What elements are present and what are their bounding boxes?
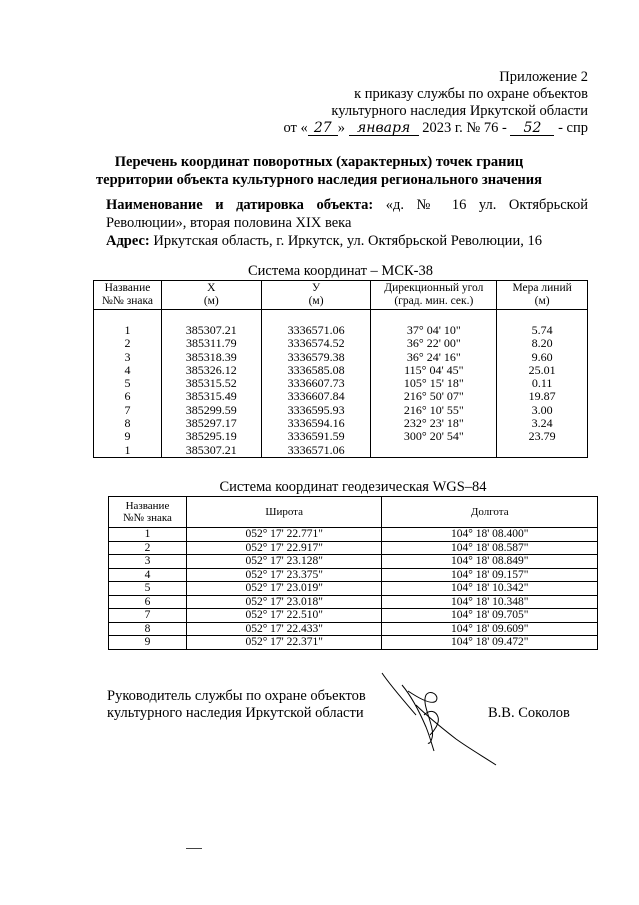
latitude-cell: 052° 17' 22.433" (186, 622, 382, 636)
y-cell: 3336585.08 (261, 364, 371, 377)
line-length-cell: 25.01 (497, 364, 588, 377)
point-number-cell: 6 (109, 595, 187, 609)
point-number-cell: 4 (109, 568, 187, 582)
longitude-cell: 104° 18' 09.609" (382, 622, 598, 636)
x-cell: 385299.59 (161, 404, 261, 417)
line-length-cell: 3.00 (497, 404, 588, 417)
title-line-2: территории объекта культурного наследия регионального значения (96, 172, 542, 188)
direction-angle-cell: 36° 24' 16" (371, 351, 497, 364)
title-line-1: Перечень координат поворотных (характерных) точек границ (114, 154, 524, 170)
header-point-number: Название №№ знака (94, 281, 162, 310)
point-number-cell: 9 (109, 636, 187, 650)
wgs-table-caption: Система координат геодезическая WGS–84 (219, 479, 487, 495)
table-row (94, 351, 588, 364)
latitude-cell: 052° 17' 22.510" (186, 609, 382, 623)
handwritten-month: января (349, 121, 419, 136)
address-label: Адрес: (106, 233, 150, 249)
direction-angle-cell (371, 444, 497, 458)
latitude-cell: 052° 17' 22.917" (186, 541, 382, 555)
table-row (109, 582, 598, 596)
x-cell: 385307.21 (161, 444, 261, 458)
header-x: X (м) (161, 281, 261, 310)
table-row (94, 430, 588, 443)
header-line-length: Мера линий (м) (497, 281, 588, 310)
y-cell: 3336594.16 (261, 417, 371, 430)
table-row (109, 555, 598, 569)
y-cell: 3336607.73 (261, 377, 371, 390)
table-row (109, 609, 598, 623)
header-point-number: Название №№ знака (109, 497, 187, 528)
point-number-cell: 7 (109, 609, 187, 623)
object-name-block (106, 196, 588, 250)
table-row (94, 337, 588, 350)
point-number-cell: 4 (94, 364, 162, 377)
x-cell: 385297.17 (161, 417, 261, 430)
direction-angle-cell: 37° 04' 10" (371, 324, 497, 337)
object-name-label: Наименование и датировка объекта: (106, 197, 374, 213)
point-number-cell: 3 (109, 555, 187, 569)
longitude-cell: 104° 18' 09.157" (382, 568, 598, 582)
latitude-cell: 052° 17' 23.018" (186, 595, 382, 609)
appendix-label: Приложение 2 (499, 69, 588, 85)
page-mark (186, 848, 202, 849)
table-row (109, 595, 598, 609)
point-number-cell: 5 (94, 377, 162, 390)
longitude-cell: 104° 18' 09.472" (382, 636, 598, 650)
table-row (94, 444, 588, 458)
direction-angle-cell: 115° 04' 45" (371, 364, 497, 377)
object-name-line-2: Революции», вторая половина XIX века (106, 215, 352, 231)
table-row (94, 404, 588, 417)
line-length-cell: 3.24 (497, 417, 588, 430)
msk-table-caption: Система координат – МСК-38 (247, 263, 433, 279)
line-length-cell: 23.79 (497, 430, 588, 443)
latitude-cell: 052° 17' 23.019" (186, 582, 382, 596)
table-row (109, 568, 598, 582)
latitude-cell: 052° 17' 23.128" (186, 555, 382, 569)
direction-angle-cell: 105° 15' 18" (371, 377, 497, 390)
point-number-cell: 1 (94, 324, 162, 337)
order-reference-line: к приказу службы по охране объектов (354, 86, 588, 102)
point-number-cell: 2 (94, 337, 162, 350)
y-cell: 3336607.84 (261, 390, 371, 403)
table-row (94, 364, 588, 377)
longitude-cell: 104° 18' 10.342" (382, 582, 598, 596)
point-number-cell: 3 (94, 351, 162, 364)
longitude-cell: 104° 18' 08.400" (382, 528, 598, 542)
x-cell: 385315.52 (161, 377, 261, 390)
direction-angle-cell: 232° 23' 18" (371, 417, 497, 430)
longitude-cell: 104° 18' 08.849" (382, 555, 598, 569)
y-cell: 3336571.06 (261, 444, 371, 458)
handwritten-day: 27 (308, 121, 338, 136)
longitude-cell: 104° 18' 09.705" (382, 609, 598, 623)
order-date-line (283, 120, 588, 137)
table-row (94, 324, 588, 337)
header-y: У (м) (261, 281, 371, 310)
wgs84-coordinates-table (108, 496, 598, 650)
point-number-cell: 7 (94, 404, 162, 417)
point-number-cell: 9 (94, 430, 162, 443)
table-row (94, 417, 588, 430)
msk38-coordinates-table (93, 280, 588, 458)
line-length-cell: 8.20 (497, 337, 588, 350)
line-length-cell: 9.60 (497, 351, 588, 364)
table-row (109, 622, 598, 636)
header-longitude: Долгота (382, 497, 598, 528)
x-cell: 385311.79 (161, 337, 261, 350)
y-cell: 3336595.93 (261, 404, 371, 417)
point-number-cell: 2 (109, 541, 187, 555)
direction-angle-cell: 216° 10' 55" (371, 404, 497, 417)
latitude-cell: 052° 17' 23.375" (186, 568, 382, 582)
line-length-cell: 19.87 (497, 390, 588, 403)
address-value: Иркутская область, г. Иркутск, ул. Октябрьской Революции, 16 (153, 233, 542, 249)
point-number-cell: 6 (94, 390, 162, 403)
handwritten-signature (360, 665, 500, 770)
order-suffix: - спр (558, 120, 588, 136)
date-mid: » (337, 120, 345, 136)
table-spacer-row (94, 310, 588, 325)
organization-line: культурного наследия Иркутской области (331, 103, 588, 119)
header-latitude: Широта (186, 497, 382, 528)
x-cell: 385318.39 (161, 351, 261, 364)
direction-angle-cell: 216° 50' 07" (371, 390, 497, 403)
x-cell: 385315.49 (161, 390, 261, 403)
document-title (80, 153, 558, 189)
wgs-table-header (109, 497, 598, 528)
line-length-cell (497, 444, 588, 458)
table-row (109, 541, 598, 555)
y-cell: 3336579.38 (261, 351, 371, 364)
y-cell: 3336574.52 (261, 337, 371, 350)
table-row (109, 528, 598, 542)
table-row (94, 390, 588, 403)
position-line-1: Руководитель службы по охране объектов (107, 688, 366, 704)
x-cell: 385307.21 (161, 324, 261, 337)
signatory-name: В.В. Соколов (488, 705, 570, 721)
point-number-cell: 8 (109, 622, 187, 636)
line-length-cell: 0.11 (497, 377, 588, 390)
direction-angle-cell: 300° 20' 54" (371, 430, 497, 443)
object-name-line-1 (106, 196, 588, 214)
address-line (106, 232, 588, 250)
position-line-2: культурного наследия Иркутской области (107, 705, 364, 721)
x-cell: 385326.12 (161, 364, 261, 377)
direction-angle-cell: 36° 22' 00" (371, 337, 497, 350)
y-cell: 3336591.59 (261, 430, 371, 443)
point-number-cell: 5 (109, 582, 187, 596)
table-row (109, 636, 598, 650)
object-name-value-1: «д. № 16 ул. Октябрьской (385, 197, 588, 213)
order-year-number: 2023 г. № 76 - (422, 120, 507, 136)
y-cell: 3336571.06 (261, 324, 371, 337)
latitude-cell: 052° 17' 22.371" (186, 636, 382, 650)
handwritten-order-number: 52 (510, 121, 554, 136)
msk-table-header (94, 281, 588, 310)
latitude-cell: 052° 17' 22.771" (186, 528, 382, 542)
point-number-cell: 8 (94, 417, 162, 430)
longitude-cell: 104° 18' 10.348" (382, 595, 598, 609)
table-row (94, 377, 588, 390)
signatory-position (107, 688, 366, 722)
date-prefix: от « (283, 120, 308, 136)
point-number-cell: 1 (109, 528, 187, 542)
line-length-cell: 5.74 (497, 324, 588, 337)
longitude-cell: 104° 18' 08.587" (382, 541, 598, 555)
header-direction-angle: Дирекционный угол (град. мин. сек.) (371, 281, 497, 310)
x-cell: 385295.19 (161, 430, 261, 443)
point-number-cell: 1 (94, 444, 162, 458)
